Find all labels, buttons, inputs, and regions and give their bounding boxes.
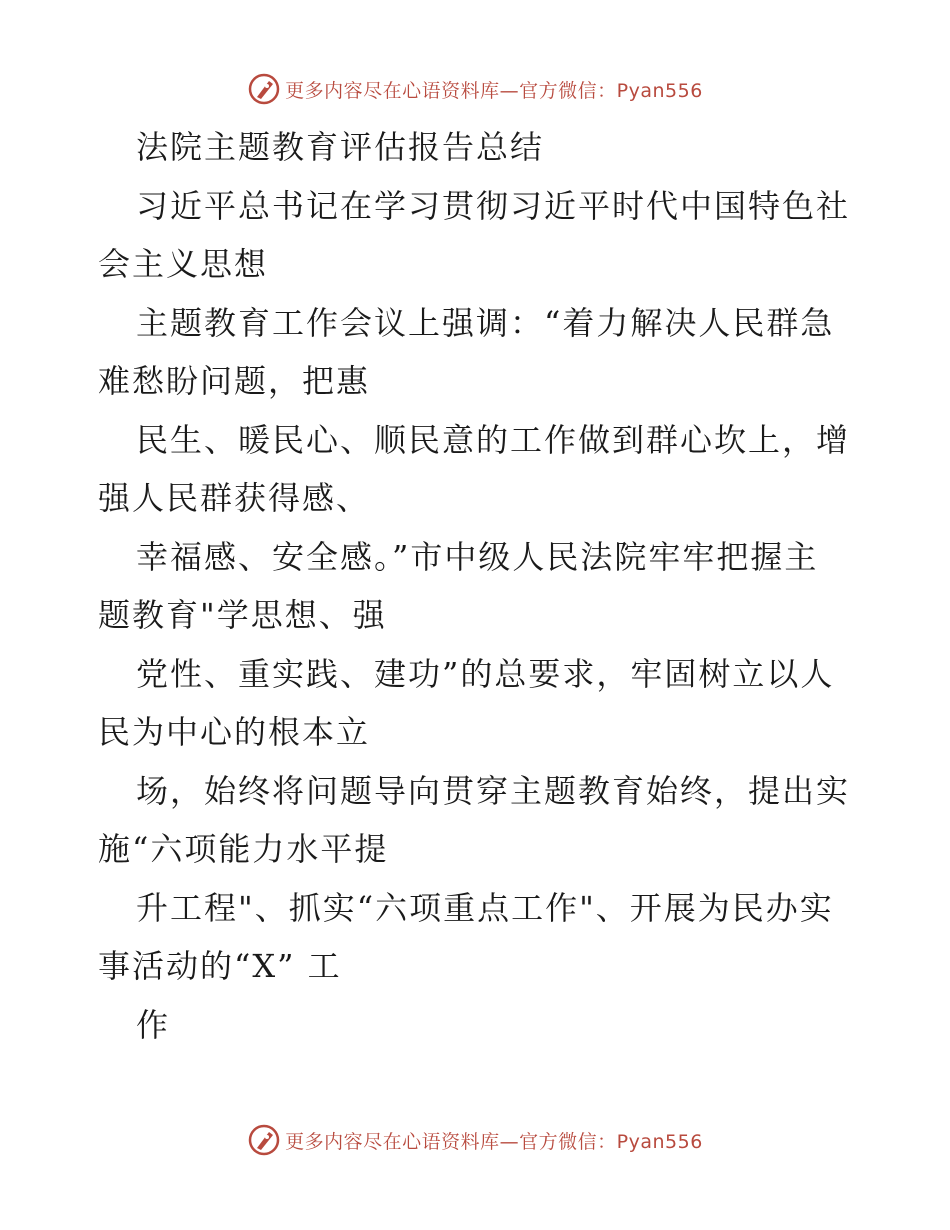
footer-watermark	[0, 1123, 950, 1157]
paragraph-line: 作	[136, 1005, 171, 1044]
paragraph-line: 升工程"、抓实“六项重点工作"、开展为民办实	[136, 888, 834, 927]
paragraph-line: 民为中心的根本立	[98, 713, 371, 751]
header-watermark	[0, 72, 950, 106]
paragraph-line: 主题教育工作会议上强调：“着力解决人民群急	[136, 303, 835, 342]
pen-nib-logo-icon	[247, 1123, 281, 1157]
paragraph-line: 难愁盼问题，把惠	[98, 362, 371, 400]
watermark-text: 更多内容尽在心语资料库—官方微信：Pyan556	[285, 79, 703, 102]
paragraph-line: 习近平总书记在学习贯彻习近平时代中国特色社	[136, 186, 851, 225]
paragraph-line: 事活动的“X” 工	[98, 947, 342, 985]
paragraph-line: 题教育"学思想、强	[98, 596, 387, 634]
paragraph-line: 党性、重实践、建功”的总要求，牢固树立以人	[136, 654, 835, 693]
paragraph-line: 强人民群获得感、	[98, 479, 371, 517]
paragraph-line: 会主义思想	[98, 245, 269, 283]
document-body	[98, 118, 858, 1054]
document-title: 法院主题教育评估报告总结	[136, 128, 545, 166]
pen-nib-logo-icon	[247, 72, 281, 106]
paragraph-line: 施“六项能力水平提	[98, 830, 389, 868]
paragraph-line: 民生、暖民心、顺民意的工作做到群心坎上，增	[136, 420, 851, 459]
paragraph-line: 幸福感、安全感。”市中级人民法院牢牢把握主	[136, 537, 819, 576]
paragraph-line: 场，始终将问题导向贯穿主题教育始终，提出实	[136, 771, 851, 810]
watermark-text: 更多内容尽在心语资料库—官方微信：Pyan556	[285, 1130, 703, 1153]
